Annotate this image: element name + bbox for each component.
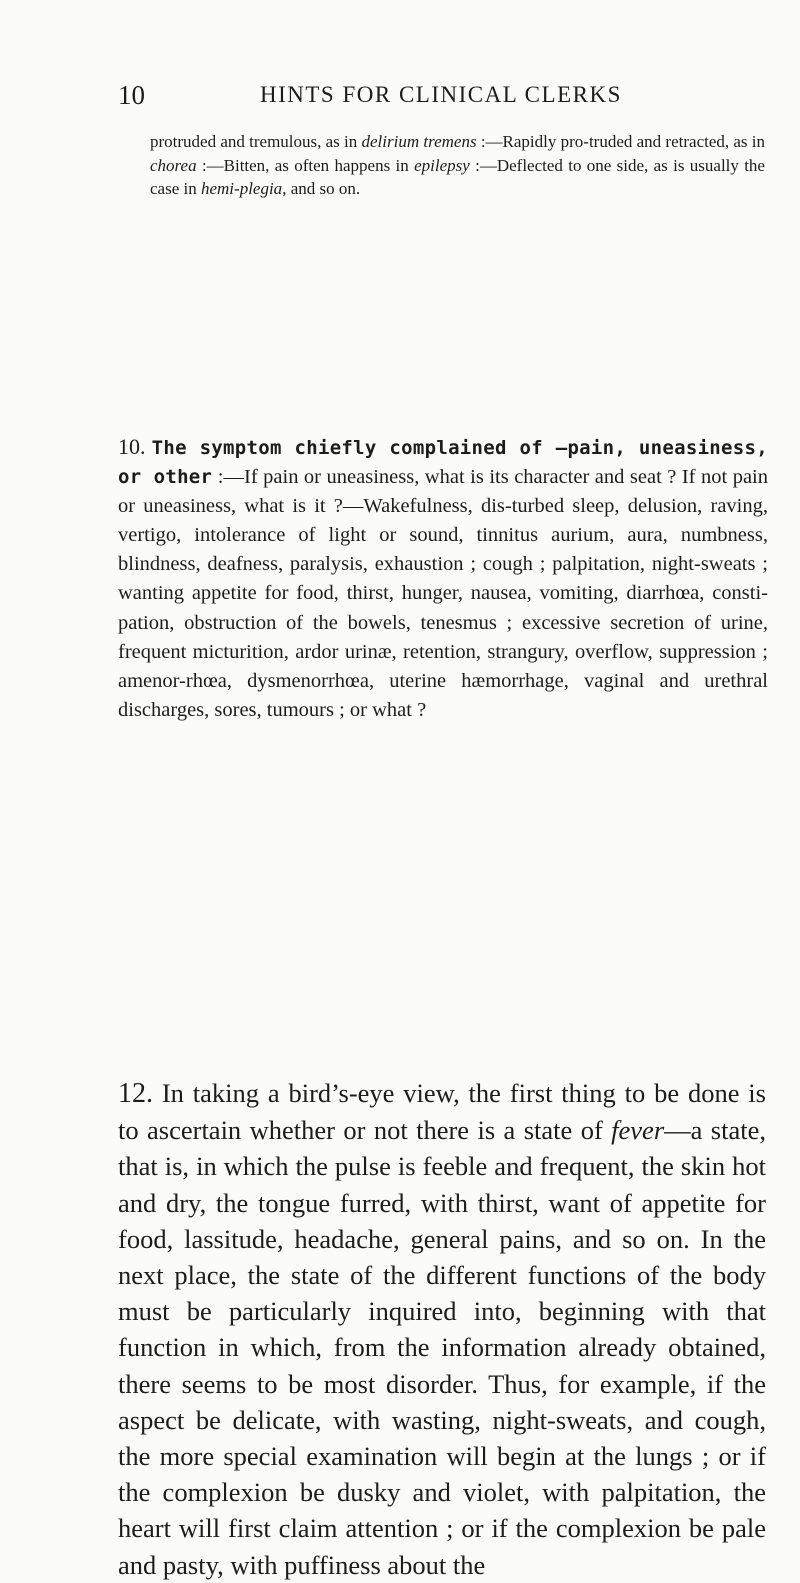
term: epilepsy — [414, 155, 470, 175]
paragraph-number: 10. — [118, 434, 146, 459]
term: delirium tremens — [361, 132, 477, 151]
text: , and so on. — [282, 179, 361, 198]
term: fever — [611, 1115, 665, 1146]
page-header — [118, 80, 758, 120]
paragraph-heading: The symptom chiefly complained of —pain, uneasiness, or other — [118, 437, 768, 489]
text: In taking a bird’s-eye view, the first thing to be done is to ascertain whether or not there is a state of — [118, 1078, 766, 1146]
text: :—Bitten, as often happens in — [196, 155, 415, 175]
paragraph-12 — [118, 1075, 766, 1583]
text: :—Deflected to one side, as is usually the case in — [150, 155, 765, 198]
term: chorea — [150, 155, 197, 175]
term: hemi-plegia — [200, 179, 283, 198]
paragraph-number: 12. — [118, 1078, 153, 1109]
paragraph-body: :—If pain or uneasiness, what is its character and seat ? If not pain or uneasiness, what is it ?—Wakefulness, dis-turbed sleep, delusion, raving, vertigo, intolerance of light or sound, tinnitus aurium, aura, numbness, blindness, deafness, paralysis, exhaustion ; cough ; palpitation, night-sweats ; wanting appetite for food, thirst, hunger, nausea, vomiting, diarrhœa, consti-pation, obstruction of the bowels, tenesmus ; excessive secretion of urine, frequent micturition, ardor urinæ, retention, strangury, overflow, suppression ; amenor-rhœa, dysmenorrhœa, uterine hæmorrhage, vaginal and urethral discharges, sores, tumours ; or what ? — [118, 466, 768, 721]
paragraph-10 — [118, 432, 768, 725]
text: —a state, that is, in which the pulse is feeble and frequent, the skin hot and dry, the tongue furred, with thirst, want of appetite for food, lassitude, headache, general pains, and so on. In the next place, the state of the different functions of the body must be particularly inquired into, beginning with that function in which, from the information already obtained, there seems to be most disorder. Thus, for example, if the aspect be delicate, with wasting, night-sweats, and cough, the more special examination will begin at the lungs ; or if the complexion be dusky and violet, with palpitation, the heart will first claim attention ; or if the complexion be pale and pasty, with puffiness about the — [118, 1115, 766, 1580]
text: :—Rapidly pro-truded and retracted, as in — [476, 132, 766, 151]
running-title: HINTS FOR CLINICAL CLERKS — [260, 82, 622, 107]
page-number: 10 — [118, 80, 145, 110]
continued-paragraph — [150, 130, 765, 201]
text: protruded and tremulous, as in — [150, 132, 362, 151]
